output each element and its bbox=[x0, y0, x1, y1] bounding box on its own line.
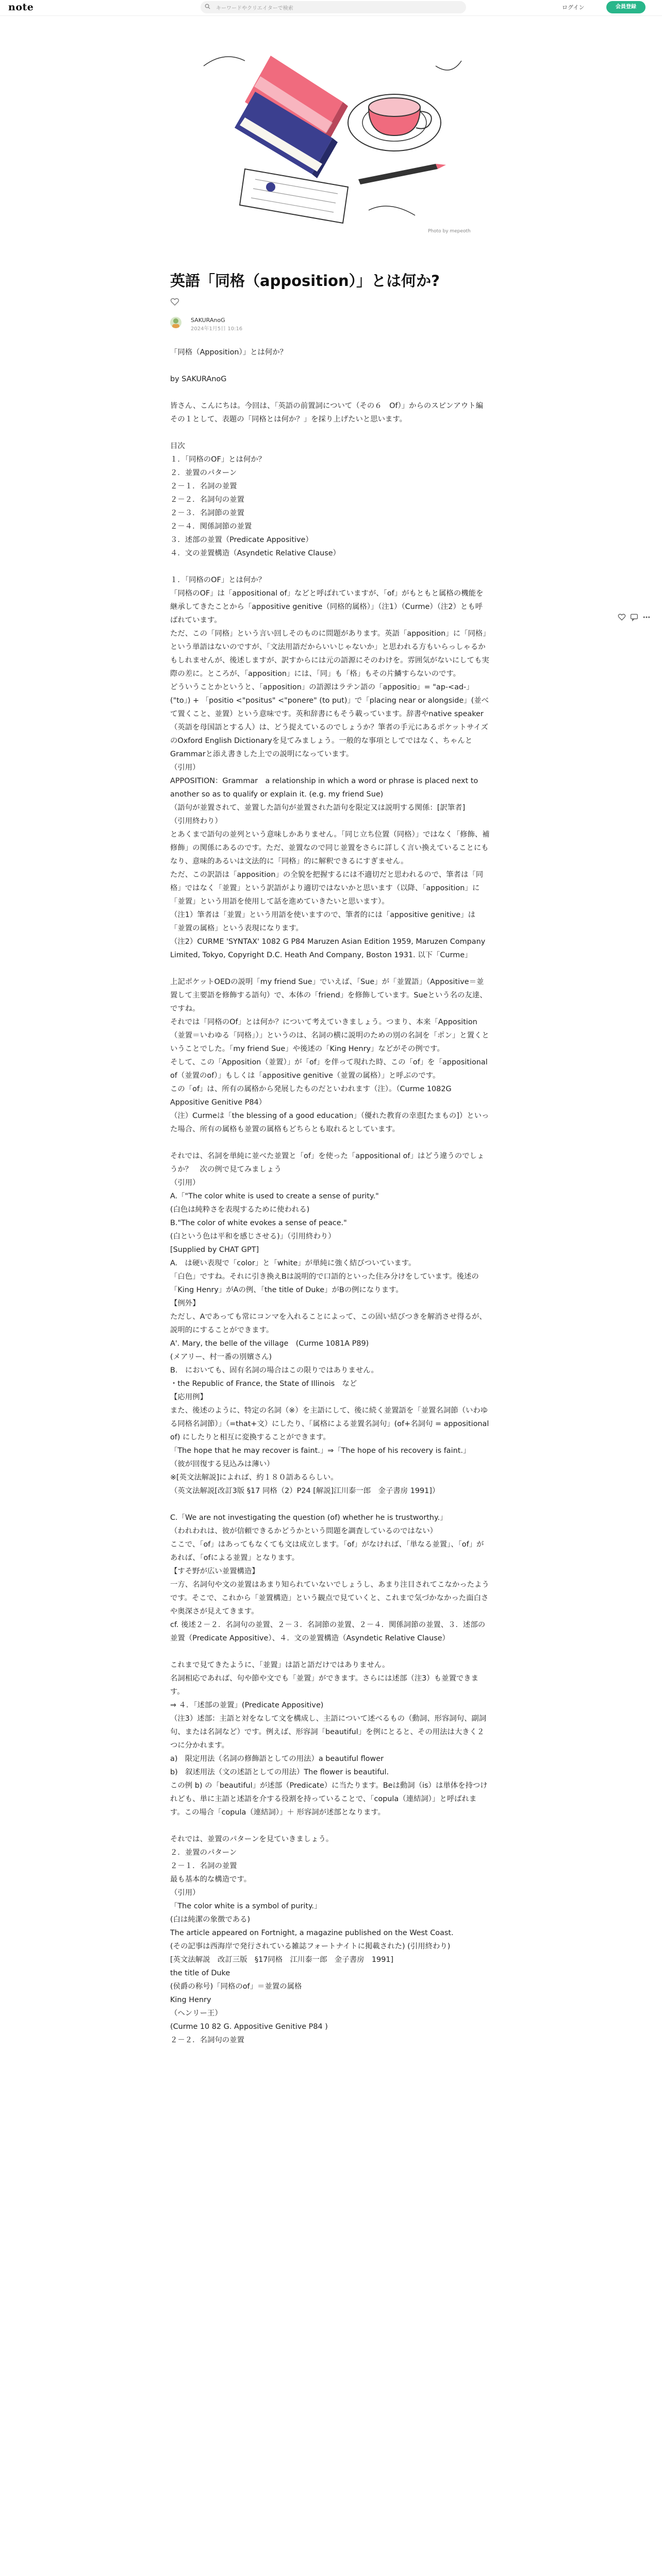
paragraph: by SAKURAnoG bbox=[170, 375, 227, 383]
top-bar bbox=[0, 0, 662, 16]
table-of-contents: 目次 １．「同格のOF」とは何か？ ２．並置のパターン ２－１．名詞の並置 ２－２．名詞句の並置 ２－３．名詞節の並置 ２－４．関係詞節の並置 ３．述部の並置（Predicate Appositive） ４．文の並置構造（Asyndetic Relative Clause） bbox=[170, 442, 340, 557]
paragraph: 上記ポケットOEDの説明「my friend Sue」でいえば、「Sue」が「並置語」（Appositive＝並置して主要語を修飾する語句）で、本体の「friend」を修飾しています。Sueという名の友達、ですね。 それでは「同格のOf」とは何か？について考えていきましょう。つまり、本来「Apposition（並置＝いわゆる「同格」）」というのは、名詞の横に説明のための別の名詞を「ポン」と置くということでした。「my friend Sue」や後述の「King Henry」などがその例です。 そして、この「Apposition（並置）」が「of」を伴って現れた時、この「of」を「appositional of（並置のof）」もしくは「appositive genitive（並置の属格）」と呼ぶのです。 この「of」は、所有の属格から発展したものだといわれます（注）。（Curme 1082G Appositive Genitive P84） （注）Curmeは「the blessing of a good education」（優れた教育の幸恵[たまもの]）といった場合、所有の属格も並置の属格もどちらとも取れるとしています。 bbox=[170, 978, 489, 1133]
hero-illustration bbox=[193, 45, 469, 236]
note-logo[interactable]: note bbox=[8, 2, 34, 13]
article bbox=[170, 270, 490, 2047]
search-box[interactable] bbox=[201, 1, 466, 13]
paragraph: それでは、並置のパターンを見ていきましょう。 ２．並置のパターン ２－１．名詞の並置 最も基本的な構造です。 （引用） 「The color white is a symbol of purity.」 (白は純潔の象徴である) The article appeared on Fortnight, a magazine published on the West Coast. (その記事は西海岸で発行されている雑誌フォートナイトに掲載された) (引用終わり) [英文法解説 改訂三版 §17同格 江川泰一郎 金子書房 1991] the title of Duke (侯爵の称号)「同格のof」＝並置の属格 King Henry （ヘンリー王） (Curme 10 82 G. Appositive Genitive P84 ) ２－２．名詞句の並置 bbox=[170, 1835, 454, 2044]
like-button[interactable] bbox=[618, 613, 626, 623]
ellipsis-icon bbox=[642, 613, 651, 621]
photo-credit: Photo by mepeoth bbox=[428, 229, 471, 234]
heart-icon bbox=[618, 613, 626, 621]
pen-illustration bbox=[358, 164, 446, 184]
comment-button[interactable] bbox=[630, 613, 638, 623]
paragraph: 皆さん、こんにちは。今回は、「英語の前置詞について（その６ Of）」からのスピンアウト編その１として、表題の「同格とは何か？」を採り上げたいと思います。 bbox=[170, 402, 483, 423]
floating-actions bbox=[618, 613, 655, 623]
avatar-icon bbox=[170, 317, 181, 328]
more-menu-button[interactable] bbox=[642, 613, 651, 623]
search-input[interactable]: キーワードやクリエイターで検索 bbox=[216, 6, 293, 11]
article-body bbox=[170, 346, 490, 2047]
publish-date: 2024年1月5日 10:16 bbox=[191, 326, 243, 332]
books-illustration bbox=[235, 56, 348, 178]
paragraph: 「同格（Apposition）」とは何か？ bbox=[170, 348, 288, 357]
signup-button[interactable]: 会員登録 bbox=[606, 1, 646, 13]
teacup-illustration bbox=[348, 94, 441, 151]
comment-icon bbox=[630, 613, 638, 621]
author-name[interactable]: SAKURAnoG bbox=[191, 317, 225, 324]
article-title: 英語「同格（apposition）」とは何か? bbox=[170, 272, 440, 290]
notebook-illustration bbox=[240, 169, 348, 223]
avatar[interactable] bbox=[170, 317, 181, 328]
paragraph: C.「We are not investigating the question (of) whether he is trustworthy.」 （われわれは、彼が信頼できるかどうかという問題を調査しているのではない） ここで、「of」はあってもなくても文は成立します。「of」がなければ、「単なる並置」、「of」があれば、「ofによる並置」となります。 【すそ野が広い並置構造】 一方、名詞句や文の並置はあまり知られていないでしょうし、あまり注目されてこなかったようです。そこで、これから「並置構造」という観点で見ていくと、これまで気づかなかった面白さや奥深さが見えてきます。 cf. 後述２－２．名詞句の並置、２－３．名詞節の並置、２－４．関係詞節の並置、３．述部の並置（Predicate Appositive）、４．文の並置構造（Asyndetic Relative Clause） bbox=[170, 1514, 489, 1642]
heart-icon[interactable] bbox=[170, 297, 179, 307]
paragraph: それでは、名詞を単純に並べた並置と「of」を使った「appositional of」はどう違うのでしょうか？ 次の例で見てみましょう （引用） A.「"The color white is used to create a sense of purity." (白色は純粋さを表現するために使われる) B."The color of white evokes a sense of peace." (白という色は平和を感じさせる)」（引用終わり） [Supplied by CHAT GPT] A. は硬い表現で「color」と「white」が単純に強く結びついています。 「白色」ですね。それに引き換えBは説明的で口語的といった住み分けをしています。後述の「King Henry」がAの例、「the title of Duke」がBの例になります。 【例外】 ただし、Aであっても常にコンマを入れることによって、この固い結びつきを解消させ得るが、説明的にすることができます。 A'. Mary, the belle of the village (Curme 1081A P89) (メアリー、村一番の別嬪さん) B. においても、固有名詞の場合はこの限りではありません。 ・the Republic of France, the State of Illinois など 【応用例】 また、後述のように、特定の名詞（※）を主語にして、後に続く並置語を「並置名詞節（いわゆる同格名詞節）」（=that+文）にしたり、「属格による並置名詞句」(of+名詞句 = appositional of) にしたりと相互に変換することができます。 「The hope that he may recover is faint.」⇒「The hope of his recovery is faint.」 （彼が回復する見込みは薄い） ※[英文法解説]によれば、約１８０語あるらしい。 （英文法解説[改訂3版 §17 同格（2）P24 [解説]江川泰一郎 金子書房 1991]） bbox=[170, 1152, 489, 1495]
author-block[interactable] bbox=[170, 315, 490, 334]
paragraph: これまで見てきたように、「並置」は語と語だけではありません。 名詞相応であれば、句や節や文でも「並置」ができます。さらには述部（注3）も並置できます。 ⇒ ４．「述部の並置」(Predicate Appositive) （注3）述部：主語と対をなして文を構成し、主語について述べるもの（動詞、形容詞句、副詞句、または名詞など）です。例えば、形容詞「beautiful」を例にとると、その用法は大きく２つに分かれます。 a) 限定用法（名詞の修飾語としての用法）a beautiful flower b) 叙述用法（文の述語としての用法）The flower is beautiful. この例 b) の「beautiful」が述部（Predicate）に当たります。Beは動詞（is）は単体を持つけれども、単に主語と述語を介する役割を持っていることで、「copula（連結詞）」と呼ばれます。この場合「copula（連結詞）」＋ 形容詞が述部となります。 bbox=[170, 1661, 488, 1817]
login-link[interactable]: ログイン bbox=[562, 4, 585, 11]
search-icon bbox=[205, 4, 210, 9]
paragraph: １．「同格のOF」とは何か？ 「同格のOF」は「appositional of」などと呼ばれていますが、「of」がもともと属格の機能を継承してきたことから「appositive genitive（同格的属格）」（注1）（Curme）（注2）とも呼ばれています。 ただ、この「同格」という言い回しそのものに問題があります。英語「apposition」に「同格」という単語はないのですが、「文法用語だからいいじゃないか」と思われる方もいらっしゃるかもしれませんが、後述しますが、訳すからには元の語源にそのわけを。雰囲気がないにしても実際の差に。ところが、「apposition」には、「同」も「格」もその片鱗すらないのです。 どういうことかというと、「apposition」の語源はラテン語の「appositio」= "ap-<ad-」("to」) + 「positio <"positus" <"ponere" (to put)」で「placing near or alongside」(並べて置くこと、並置）という意味です。英和辞書にもそう載っています。辞書やnative speaker（英語を母国語とする人）は、どう捉えているのでしょうか？筆者の手元にあるポケットサイズのOxford English Dictionaryを見てみましょう。一般的な事項としてではなく、ちゃんとGrammarと添え書きした上での説明になっています。 （引用） APPOSITION：Grammar a relationship in which a word or phrase is placed next to another so as to qualify or explain it. (e.g. my friend Sue) （語句が並置されて、並置した語句が並置された語句を限定又は説明する関係：[訳筆者] （引用終わり） とあくまで語句の並列という意味しかありません。「同じ立ち位置（同格）」ではなく「修飾、補修飾」の関係にあるのです。ただ、並置なので同じ並置をさらに詳しく言い換えていることにもなり、意味的あるいは文法的に「同格」的に解釈できるにすぎません。 ただ、この訳語は「apposition」の全貌を把握するには不適切だと思われるので、筆者は「同格」ではなく「並置」という訳語がより適切ではないかと思います（以降、「apposition」に「並置」という用語を使用して話を進めていきたいと思います）。 （注1）筆者は「並置」という用語を使いますので、筆者的には「appositive genitive」は「並置の属格」という表現になります。 （注2）CURME 'SYNTAX' 1082 G P84 Maruzen Asian Edition 1959, Maruzen Company Limited, Tokyo, Copyright D.C. Heath And Company, Boston 1931. 以下「Curme」 bbox=[170, 576, 490, 959]
